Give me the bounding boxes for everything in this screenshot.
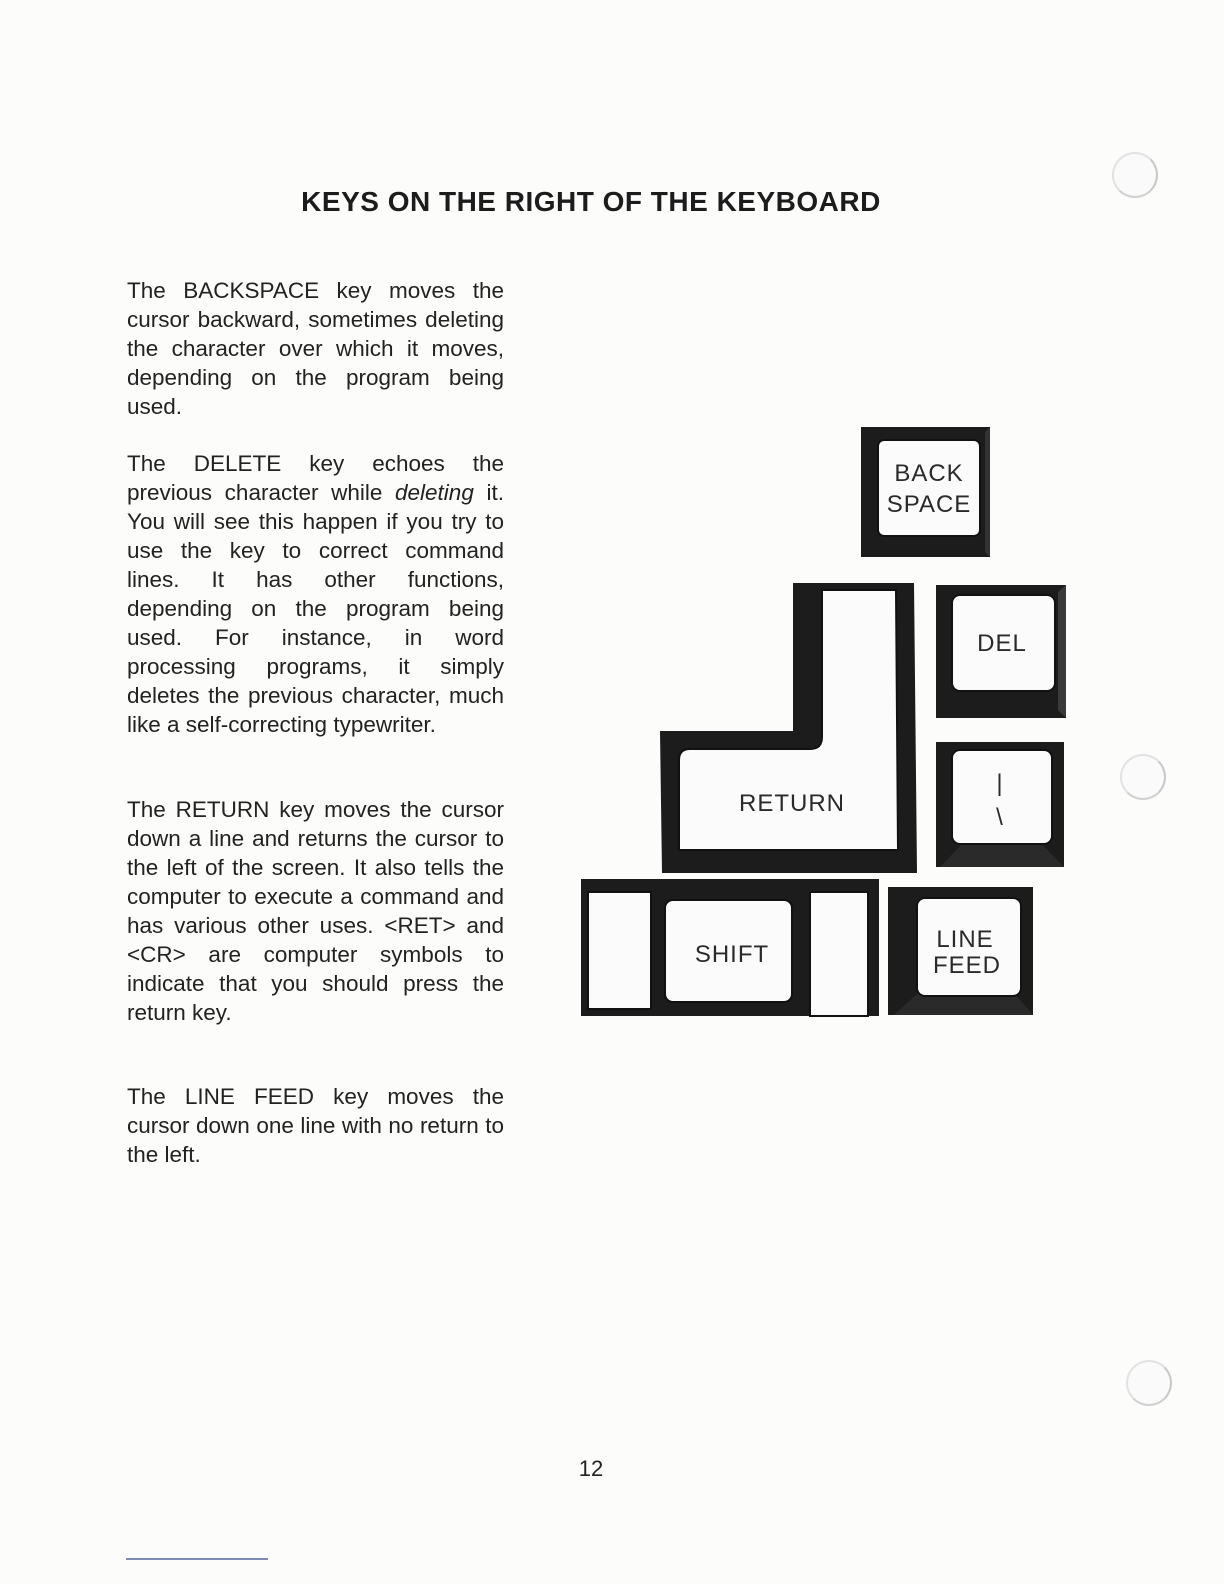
delete-text-lead: The DELETE key echoes the previous character while [127,451,504,505]
delete-paragraph [127,449,504,739]
delete-text-emphasis: deleting [395,480,474,505]
backspace-key-label-1: BACK [894,460,964,487]
binder-hole-middle [1120,754,1166,800]
footer-rule [126,1558,268,1560]
line-feed-text: The LINE FEED key moves the cursor down one line with no return to the left. [127,1084,504,1167]
backspace-key-label-2: SPACE [886,491,972,518]
pipe-key-label: | [996,770,1004,797]
return-paragraph [127,795,504,1027]
line-feed-paragraph [127,1082,504,1169]
backslash-key-label: \ [996,804,1004,831]
delete-text-rest: it. You will see this happen if you try to use the key to correct command lines. It has other functions, depending on the program being used. For instance, in word processing programs, it simply deletes the previous character, much like a self-correcting typewriter. [127,480,504,737]
line-feed-key[interactable] [888,887,1033,1015]
page-title: KEYS ON THE RIGHT OF THE KEYBOARD [301,186,881,217]
return-key-label: RETURN [739,790,845,817]
backspace-text: The BACKSPACE key moves the cursor backward, sometimes deleting the character over which it moves, depending on the program being used. [127,278,504,419]
page-number: 12 [578,1456,604,1481]
line-feed-key-label-2: FEED [932,952,1002,979]
line-feed-key-label-1: LINE [936,926,994,953]
return-text: The RETURN key moves the cursor down a line and returns the cursor to the left of the screen. It also tells the computer to execute a command and has various other uses. <RET> and <CR> are computer symbols to indicate that you should press the return key. [127,797,504,1025]
return-key[interactable] [660,583,917,873]
shift-key[interactable] [581,879,879,1016]
del-key-label: DEL [977,630,1027,657]
backspace-key[interactable] [861,427,990,557]
binder-hole-bottom [1126,1360,1172,1406]
backspace-paragraph [127,276,504,421]
pipe-backslash-key[interactable] [936,742,1064,867]
binder-hole-top [1112,152,1158,198]
shift-key-label: SHIFT [694,941,770,968]
del-key[interactable] [936,585,1066,718]
